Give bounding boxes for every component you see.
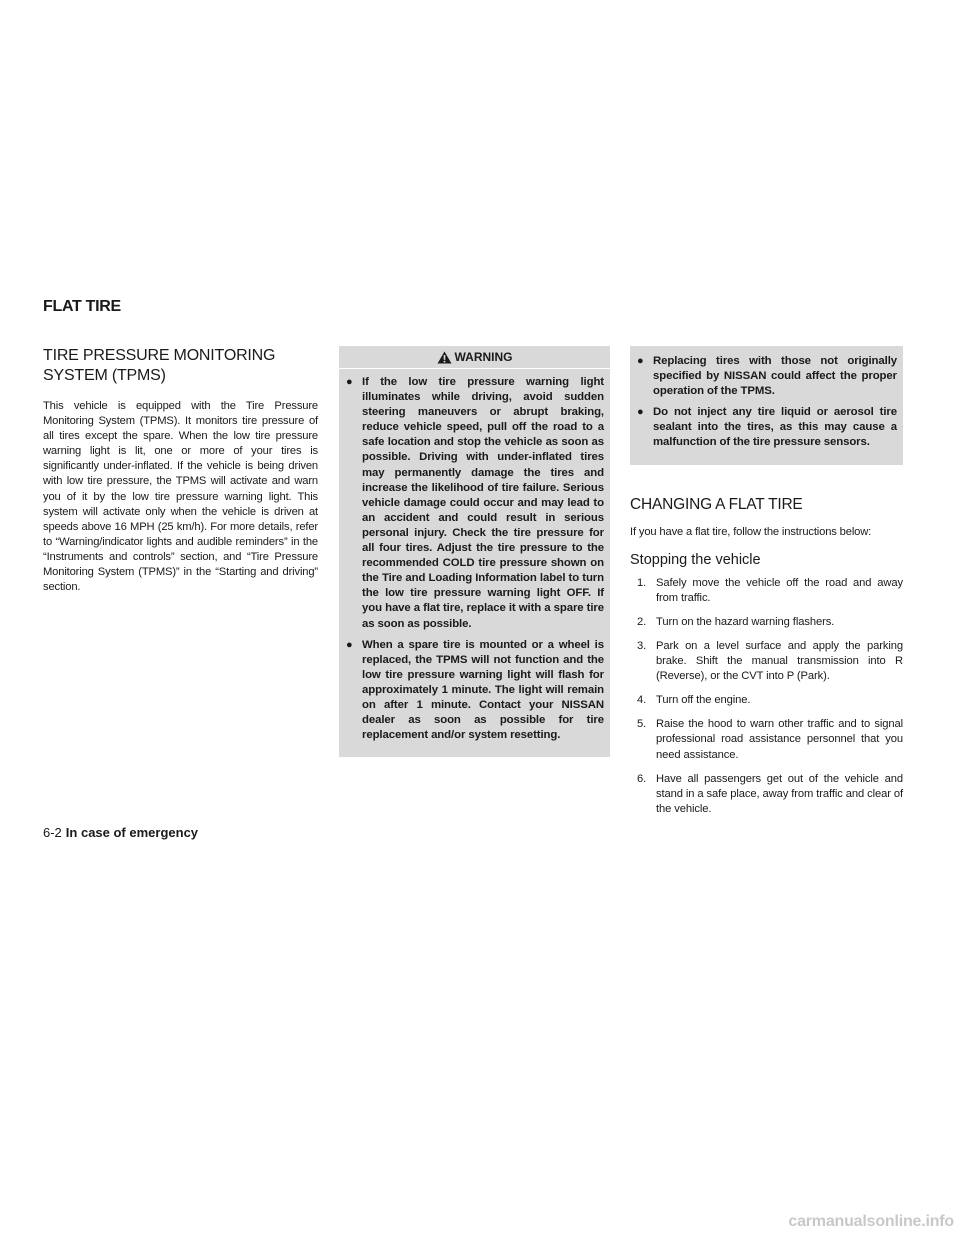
warning-item-text: Replacing tires with those not originally specified by NISSAN could affect the proper operation of the TPMS. bbox=[653, 355, 897, 398]
tpms-heading bbox=[43, 346, 318, 386]
step-number: 3. bbox=[637, 639, 647, 652]
page-number: 6-2 bbox=[43, 825, 62, 840]
bullet-icon: ● bbox=[637, 406, 644, 419]
warning-box bbox=[339, 346, 610, 757]
warning-item bbox=[345, 375, 604, 632]
warning-item bbox=[345, 638, 604, 744]
warning-item-text: Do not inject any tire liquid or aerosol tire sealant into the tires, as this may cause a malfunction of the tire pressure sensors. bbox=[653, 406, 897, 449]
step-number: 5. bbox=[637, 718, 647, 731]
warning-box-continued bbox=[630, 346, 903, 465]
warning-header bbox=[339, 346, 610, 369]
step-text: Turn on the hazard warning flashers. bbox=[656, 615, 835, 628]
step-number: 4. bbox=[637, 694, 647, 707]
warning-list bbox=[345, 369, 604, 743]
chapter-title: In case of emergency bbox=[65, 825, 199, 840]
step-number: 6. bbox=[637, 772, 647, 785]
warning-item-text: When a spare tire is mounted or a wheel is replaced, the TPMS will not function and the low tire pressure warning light will flash for approximately 1 minute. The light will remain on after 1 minute. Contact your NISSAN dealer as soon as possible for tire replacement and/or system resetting. bbox=[362, 638, 604, 742]
step-item bbox=[630, 717, 903, 762]
step-item bbox=[630, 772, 903, 817]
step-text: Have all passengers get out of the vehicle and stand in a safe place, away from traffic and clear of the vehicle. bbox=[656, 772, 903, 815]
warning-triangle-icon bbox=[437, 351, 452, 364]
tpms-title-line1: TIRE PRESSURE MONITORING bbox=[43, 347, 276, 364]
bullet-icon: ● bbox=[346, 638, 353, 651]
column-tpms bbox=[43, 346, 318, 595]
steps-list bbox=[630, 576, 903, 817]
tpms-title-line2: SYSTEM (TPMS) bbox=[43, 367, 166, 384]
step-number: 2. bbox=[637, 615, 647, 628]
step-text: Raise the hood to warn other traffic and to signal professional road assistance personnel that you need assistance. bbox=[656, 718, 903, 761]
stopping-subheading: Stopping the vehicle bbox=[630, 551, 761, 568]
column-changing bbox=[630, 346, 903, 826]
step-text: Safely move the vehicle off the road and away from traffic. bbox=[656, 576, 903, 604]
warning-list-continued bbox=[636, 354, 897, 451]
step-item bbox=[630, 639, 903, 684]
changing-heading: CHANGING A FLAT TIRE bbox=[630, 495, 803, 513]
column-warning bbox=[339, 346, 610, 757]
step-item bbox=[630, 693, 903, 708]
step-text: Park on a level surface and apply the parking brake. Shift the manual transmission into R (Reverse), or the CVT into P (Park). bbox=[656, 639, 903, 683]
warning-item-text: If the low tire pressure warning light illuminates while driving, avoid sudden steering maneuvers or abrupt braking, reduce vehicle speed, pull off the road to a safe location and stop the vehicle as soon as possible. Driving with under-inflated tires may permanently damage the tires and increase the likelihood of tire failure. Serious vehicle damage could occur and may lead to an accident and could result in serious personal injury. Check the tire pressure for all four tires. Adjust the tire pressure to the recommended COLD tire pressure shown on the Tire and Loading Information label to turn the low tire pressure warning light OFF. If you have a flat tire, replace it with a spare tire as soon as possible. bbox=[362, 376, 604, 630]
bullet-icon: ● bbox=[346, 376, 353, 388]
changing-intro: If you have a flat tire, follow the instructions below: bbox=[630, 525, 872, 538]
step-item bbox=[630, 576, 903, 606]
warning-item bbox=[636, 354, 897, 399]
bullet-icon: ● bbox=[637, 355, 644, 367]
step-item bbox=[630, 615, 903, 630]
watermark-link[interactable]: carmanualsonline.info bbox=[788, 1213, 954, 1230]
tpms-body: This vehicle is equipped with the Tire Pressure Monitoring System (TPMS). It monitors tire pressure of all tires except the spare. When the low tire pressure warning light is lit, one or more of your tires is significantly under-inflated. If the vehicle is being driven with low tire pressure, the TPMS will activate and warn you of it by the low tire pressure warning light. This system will activate only when the vehicle is driven at speeds above 16 MPH (25 km/h). For more details, refer to “Warning/indicator lights and audible reminders” in the “Instruments and controls” section, and “Tire Pressure Monitoring System (TPMS)” in the “Starting and driving” section. bbox=[43, 400, 318, 594]
step-number: 1. bbox=[637, 576, 647, 589]
warning-label: WARNING bbox=[454, 350, 513, 364]
warning-item bbox=[636, 405, 897, 450]
step-text: Turn off the engine. bbox=[656, 694, 751, 707]
page-footer bbox=[43, 825, 198, 840]
section-title: FLAT TIRE bbox=[43, 298, 121, 315]
